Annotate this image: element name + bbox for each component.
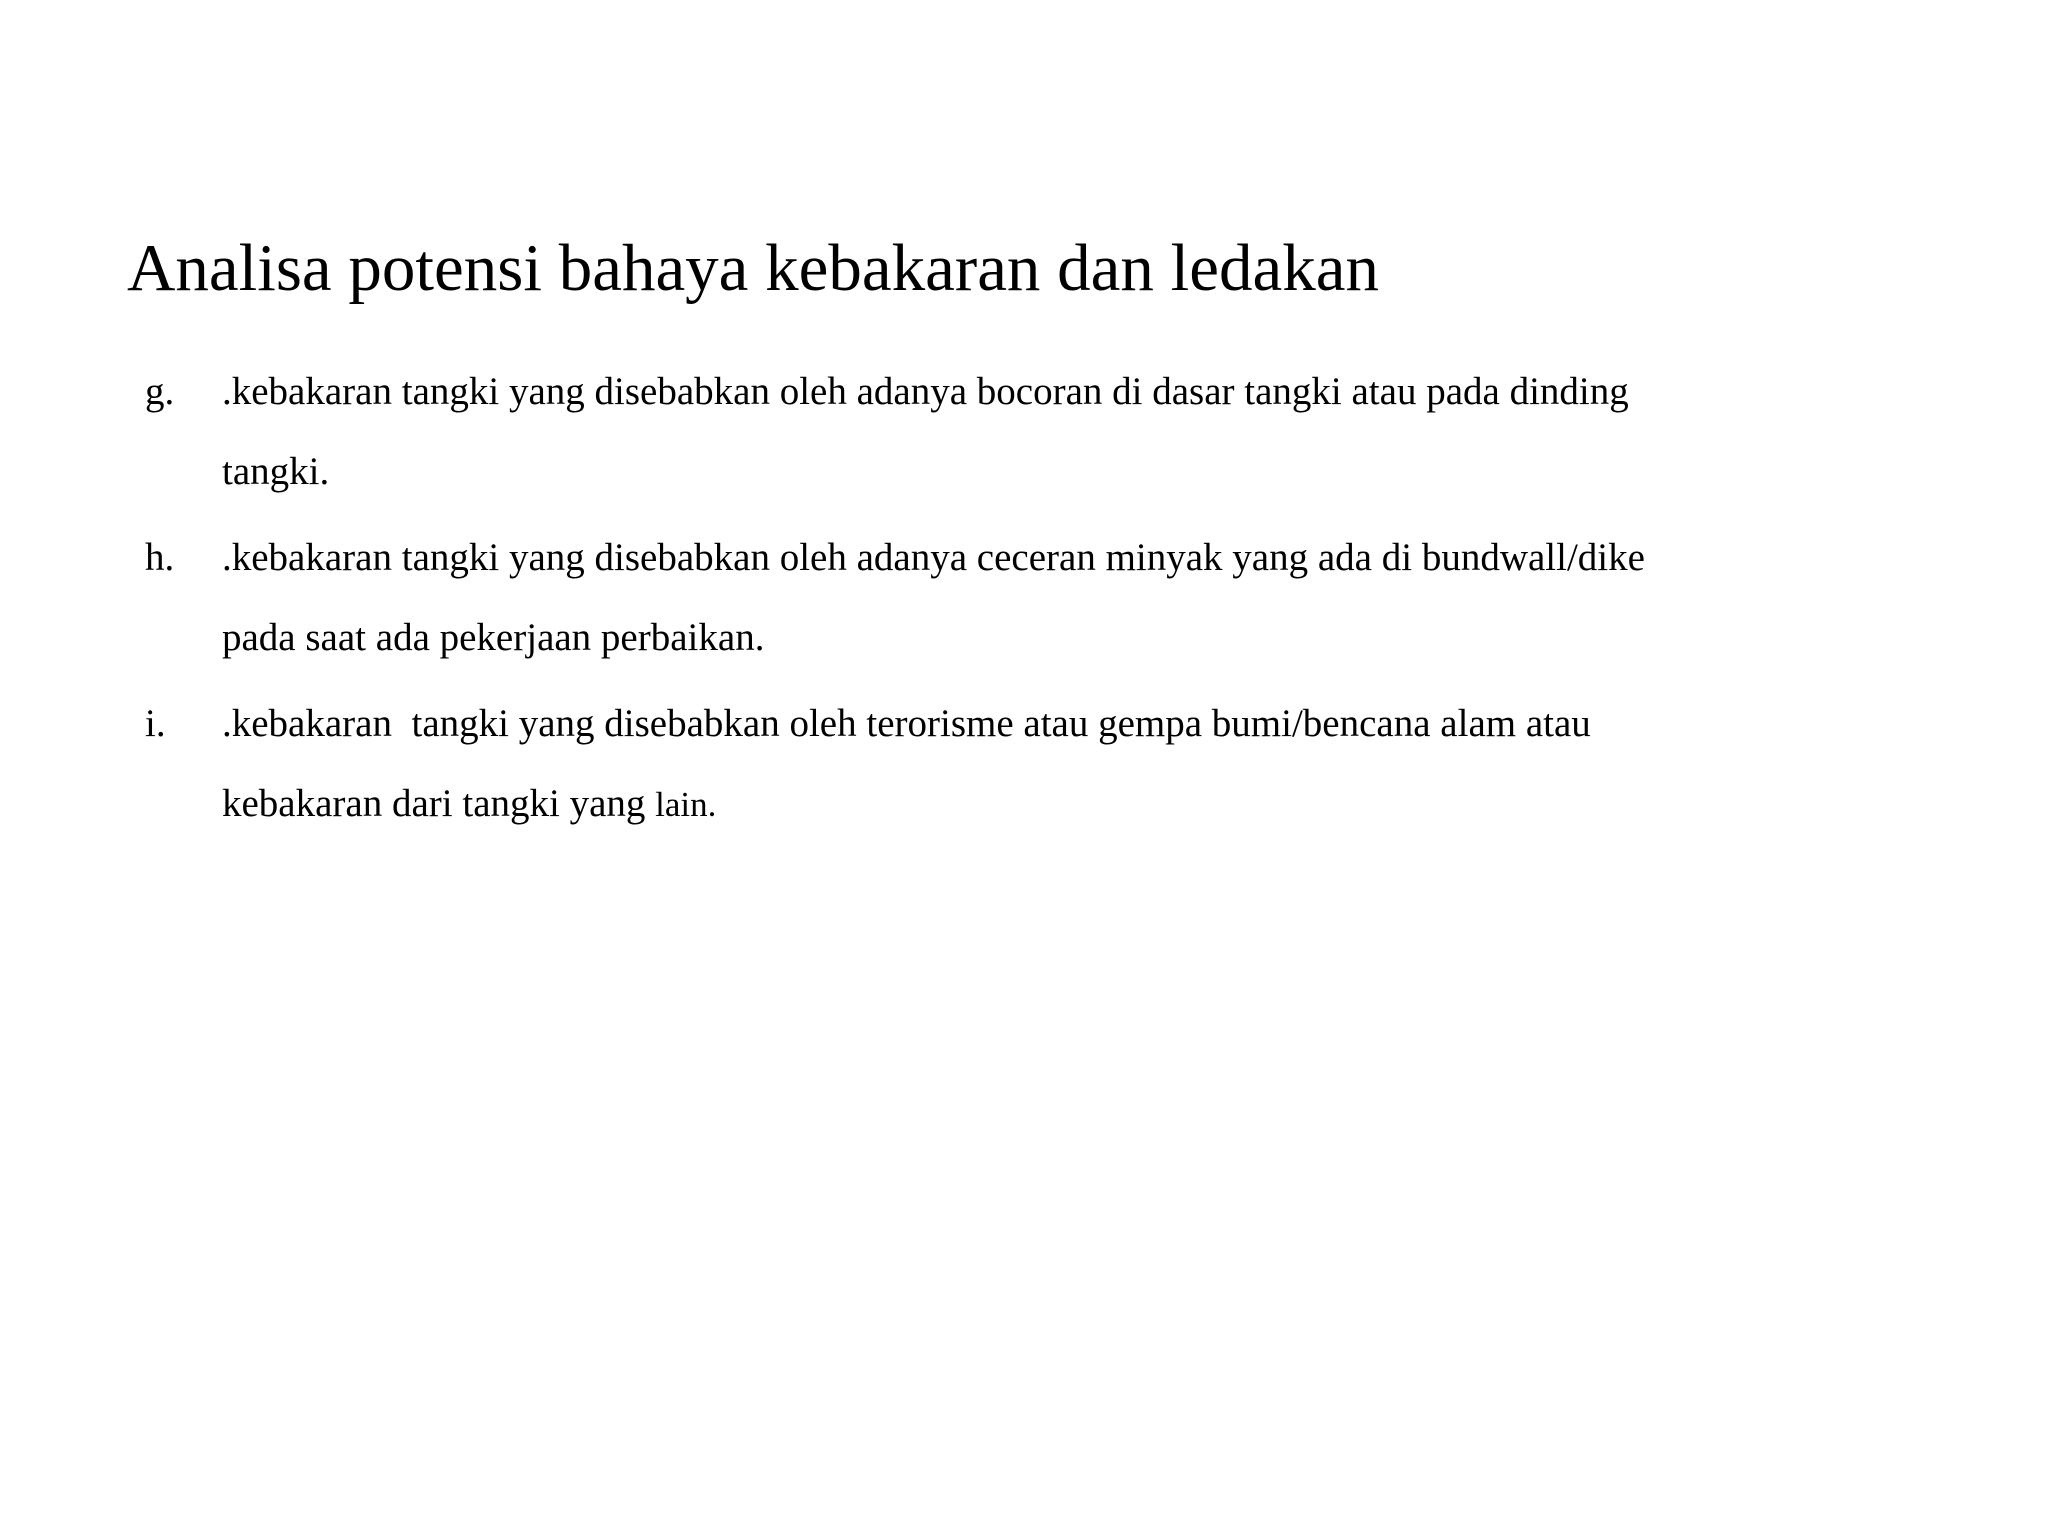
list-item-text — [222, 352, 1822, 512]
list-item-line-head: kebakaran dari tangki yang — [222, 782, 656, 825]
list-item-text — [222, 684, 1822, 845]
list-marker: i. — [145, 702, 166, 745]
list-item-line: .kebakaran tangki yang disebabkan oleh adanya ceceran minyak yang ada di bundwall/dike — [222, 536, 1645, 579]
slide-title: Analisa potensi bahaya kebakaran dan ledakan — [127, 231, 1379, 305]
list-item-line: tangki. — [222, 450, 330, 493]
list-item-line: .kebakaran tangki yang disebabkan oleh adanya bocoran di dasar tangki atau pada dinding — [222, 370, 1629, 413]
list-marker: g. — [145, 370, 175, 413]
list-item-line: .kebakaran tangki yang disebabkan oleh terorisme atau gempa bumi/bencana alam atau — [222, 702, 1591, 745]
list-item-line-tail: lain. — [655, 785, 717, 824]
list-item-text — [222, 518, 1822, 678]
list-item-line — [222, 764, 1822, 845]
list-item-line: pada saat ada pekerjaan perbaikan. — [222, 616, 765, 659]
list-marker: h. — [145, 536, 175, 579]
